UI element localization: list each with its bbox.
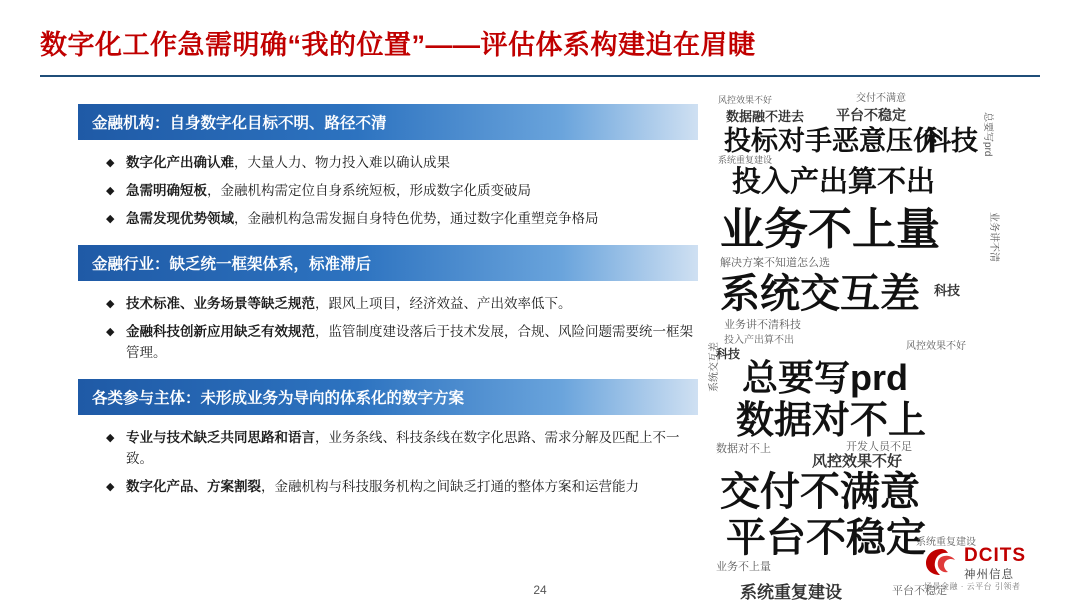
word-cloud-word: 系统重复建设 (740, 583, 842, 602)
word-cloud-word: 风控效果不好 (906, 341, 966, 352)
list-item-text: ，金融机构需定位自身系统短板，形成数字化质变破局 (207, 183, 531, 198)
list-item (106, 208, 698, 229)
word-cloud-word: 业务不上量 (720, 205, 940, 254)
diamond-icon: ◆ (106, 481, 115, 493)
list-item (106, 152, 698, 173)
word-cloud-word: 平台不稳定 (892, 585, 947, 597)
logo-cn-name: 神州信息 (964, 569, 1014, 581)
word-cloud-word: 平台不稳定 (836, 107, 906, 123)
section-header-label: 金融行业：缺乏统一框架体系，标准滞后 (92, 256, 372, 273)
list-item-text: ，业务条线、科技条线在数字化思路、需求分解及匹配上不一致。 (126, 430, 680, 466)
word-cloud-word: 平台不稳定 (726, 516, 926, 560)
page-number: 24 (533, 583, 547, 597)
content-column (78, 104, 698, 513)
section-participants (78, 379, 698, 497)
list-item-text: ，跟风上项目，经济效益、产出效率低下。 (315, 296, 572, 311)
word-cloud-word: 投入产出算不出 (724, 335, 794, 346)
word-cloud-word: 业务不上量 (716, 561, 771, 573)
list-item (106, 427, 698, 469)
word-cloud-word: 数据对不上 (716, 443, 771, 455)
diamond-icon: ◆ (106, 326, 115, 338)
bullet-list (78, 293, 698, 363)
title-divider (40, 75, 1040, 77)
list-item-text: ，金融机构急需发掘自身特色优势，通过数字化重塑竞争格局 (234, 211, 599, 226)
list-item-lead: 数字化产品、方案割裂 (126, 479, 261, 494)
word-cloud-word: 开发人员不足 (846, 441, 912, 453)
page-title (40, 28, 1040, 80)
list-item-lead: 专业与技术缺乏共同思路和语言 (126, 430, 315, 445)
company-logo (924, 545, 1054, 591)
section-header-band (78, 379, 698, 415)
logo-name: DCITS (964, 545, 1026, 566)
section-header-band (78, 245, 698, 281)
diamond-icon: ◆ (106, 432, 115, 444)
word-cloud-word: 数据融不进去 (726, 109, 805, 124)
section-financial-industry (78, 245, 698, 363)
word-cloud-word: 投入产出算不出 (732, 166, 936, 198)
word-cloud-word: 交付不满意 (720, 470, 920, 514)
word-cloud-word: 系统交互差 (720, 272, 920, 316)
list-item-lead: 金融科技创新应用缺乏有效规范 (126, 324, 315, 339)
list-item-text: ，金融机构与科技服务机构之间缺乏打通的整体方案和运营能力 (261, 479, 639, 494)
bullet-list (78, 152, 698, 229)
page-title-text: 数字化工作急需明确“我的位置”——评估体系构建迫在眉睫 (40, 30, 756, 60)
word-cloud-word: 交付不满意 (856, 93, 906, 104)
section-financial-institutions (78, 104, 698, 229)
section-header-band (78, 104, 698, 140)
word-cloud-word: 系统重复建设 (718, 155, 773, 165)
section-header-label: 各类参与主体：未形成业务为导向的体系化的数字方案 (92, 390, 465, 407)
list-item-text: ，大量人力、物力投入难以确认成果 (234, 155, 450, 170)
section-header-label: 金融机构：自身数字化目标不明、路径不清 (92, 115, 387, 132)
word-cloud-word: 业务讲不清科技 (724, 319, 801, 331)
list-item-text: ，监管制度建设落后于技术发展，合规、风险问题需要统一框架管理。 (126, 324, 693, 360)
list-item-lead: 数字化产出确认难 (126, 155, 234, 170)
word-cloud-word: 系统重复建设 (916, 537, 976, 548)
word-cloud-word: 科技 (934, 283, 961, 298)
word-cloud-word: 总要写prd (982, 112, 993, 157)
diamond-icon: ◆ (106, 213, 115, 225)
word-cloud-word: 科技 (924, 126, 978, 156)
word-cloud-word: 解决方案不知道怎么选 (720, 257, 830, 269)
word-cloud-word: 系统交互差 (709, 342, 720, 392)
list-item (106, 293, 698, 314)
word-cloud-word: 投标对手恶意压价 (724, 126, 940, 156)
logo-mark-icon (924, 547, 958, 577)
list-item (106, 180, 698, 201)
word-cloud-word: 业务讲不清 (988, 212, 999, 262)
list-item (106, 476, 698, 497)
list-item-lead: 急需发现优势领域 (126, 211, 234, 226)
diamond-icon: ◆ (106, 157, 115, 169)
word-cloud-word: 风控效果不好 (718, 95, 773, 105)
word-cloud-word: 总要写prd (742, 357, 908, 398)
list-item (106, 321, 698, 363)
logo-slogan: 场景金融 · 云平台 引领者 (924, 582, 1021, 591)
diamond-icon: ◆ (106, 185, 115, 197)
list-item-lead: 急需明确短板 (126, 183, 207, 198)
word-cloud-word: 科技 (716, 347, 741, 361)
diamond-icon: ◆ (106, 298, 115, 310)
bullet-list (78, 427, 698, 497)
list-item-lead: 技术标准、业务场景等缺乏规范 (126, 296, 315, 311)
word-cloud-word: 数据对不上 (736, 400, 927, 442)
word-cloud-word: 风控效果不好 (812, 453, 903, 470)
